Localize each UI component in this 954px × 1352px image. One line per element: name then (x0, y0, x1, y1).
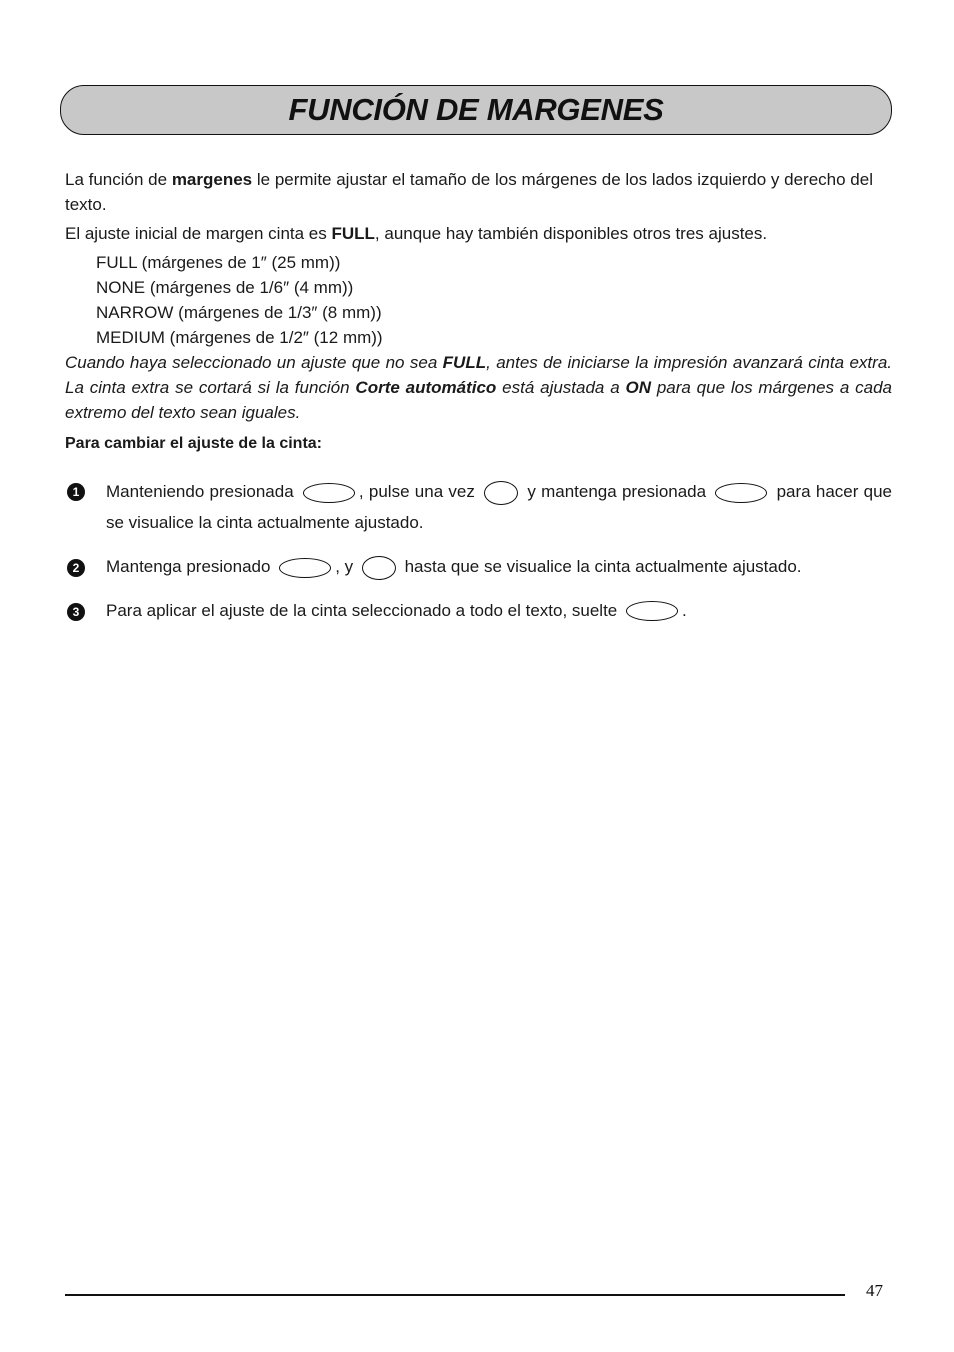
intro-paragraph-2 (65, 221, 892, 246)
title-banner (60, 85, 892, 135)
note-text: para que los márgenes a cada extremo del texto sean iguales. (65, 378, 892, 422)
intro-text: La función de (65, 170, 172, 189)
oval-key-icon (303, 483, 355, 503)
intro-keyword-margenes: margenes (171, 170, 253, 189)
margin-option: NARROW (márgenes de 1/3″ (8 mm)) (96, 303, 382, 322)
section-subheading: Para cambiar el ajuste de la cinta: (65, 435, 323, 452)
step-text: Mantenga presionado (106, 557, 276, 576)
note-text: está ajustada a (496, 378, 626, 397)
footer-divider (65, 1294, 845, 1296)
step-text: . (682, 600, 687, 620)
step-text: Manteniendo presionada (106, 482, 299, 501)
intro-paragraph-1 (65, 167, 892, 217)
page-content (65, 167, 892, 623)
step-text: para hacer que se visualice la cinta actualmente ajustado. (106, 482, 893, 532)
round-key-icon (484, 481, 518, 505)
step-text: Para aplicar el ajuste de la cinta seleccionado a todo el texto, suelte (106, 600, 622, 620)
intro-text: le permite ajustar el tamaño de los márgenes de los lados izquierdo y derecho del texto. (65, 170, 873, 214)
step-number-icon: 3 (67, 603, 85, 621)
oval-key-icon (626, 601, 678, 621)
note-text: Cuando haya seleccionado un ajuste que no sea (65, 353, 443, 372)
page-title: FUNCIÓN DE MARGENES (288, 92, 664, 127)
step-1 (65, 476, 892, 538)
step-2 (65, 554, 892, 580)
note-paragraph (65, 350, 892, 425)
step-3 (65, 598, 892, 623)
margin-option: NONE (márgenes de 1/6″ (4 mm)) (96, 278, 354, 297)
margin-option: FULL (márgenes de 1″ (25 mm)) (96, 253, 341, 272)
page-number: 47 (866, 1281, 883, 1300)
note-keyword-corte: Corte automático (355, 378, 497, 397)
step-text: y mantenga presionada (522, 482, 712, 501)
step-number-icon: 1 (67, 483, 85, 501)
oval-key-icon (715, 483, 767, 503)
note-text: , antes de iniciarse la impresión avanzará cinta extra. La cinta extra se cortará si la función (65, 353, 892, 397)
margin-option: MEDIUM (márgenes de 1/2″ (12 mm)) (96, 328, 383, 347)
intro-text: El ajuste inicial de margen cinta es (65, 224, 332, 243)
round-key-icon (362, 556, 396, 580)
note-keyword-full: FULL (442, 353, 487, 372)
note-keyword-on: ON (625, 378, 651, 397)
intro-text: , aunque hay también disponibles otros tres ajustes. (374, 224, 768, 243)
step-text: hasta que se visualice la cinta actualmente ajustado. (399, 557, 802, 576)
margin-options-list (96, 250, 892, 350)
step-number-icon: 2 (67, 559, 85, 577)
step-text: , y (335, 557, 358, 576)
oval-key-icon (279, 558, 331, 578)
step-text: , pulse una vez (358, 482, 481, 501)
intro-keyword-full: FULL (331, 224, 375, 243)
